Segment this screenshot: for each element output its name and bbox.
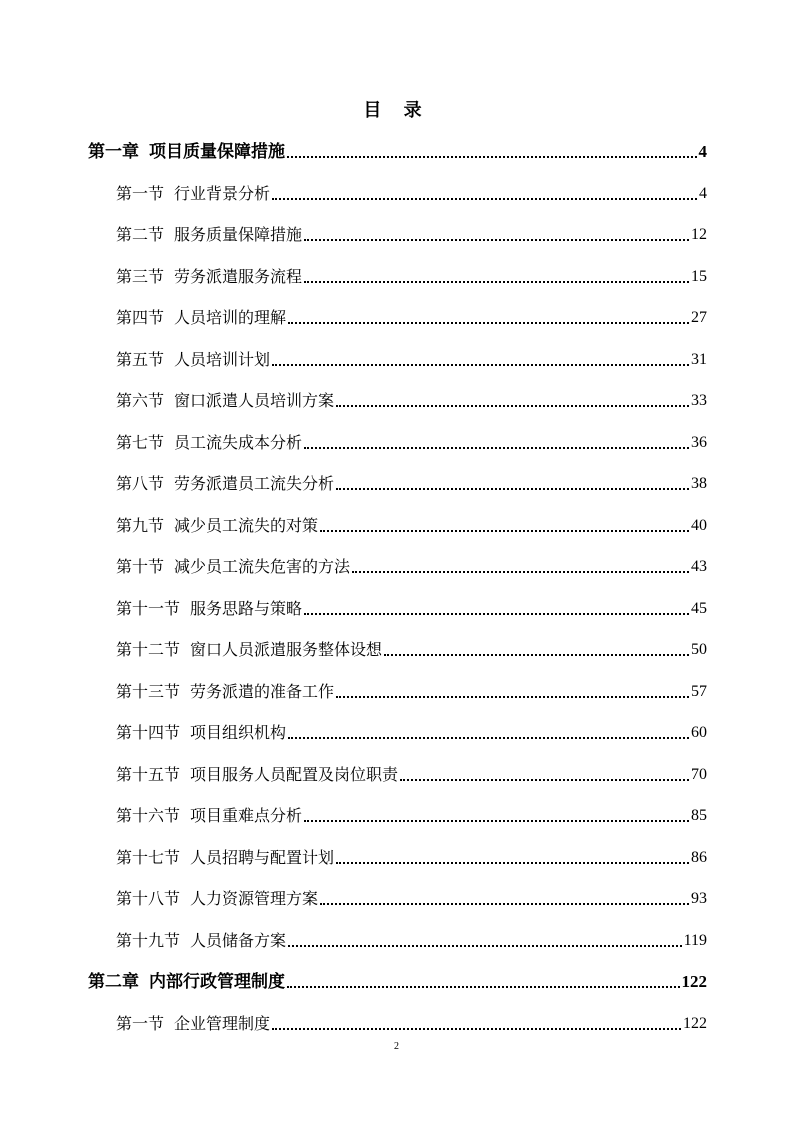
dot-leader: [352, 570, 689, 573]
toc-entry-page: 31: [691, 350, 707, 368]
toc-entry-number: 第十二节: [116, 640, 181, 659]
toc-section-entry[interactable]: [116, 640, 707, 660]
toc-entry-page: 45: [691, 599, 707, 617]
dot-leader: [384, 653, 689, 656]
toc-section-entry[interactable]: [116, 806, 707, 826]
toc-entry-number: 第十五节: [116, 764, 181, 784]
toc-section-entry[interactable]: [116, 931, 707, 951]
dot-leader: [288, 321, 689, 324]
toc-entry-number: 第一节: [116, 183, 165, 203]
toc-section-entry[interactable]: [116, 267, 707, 287]
toc-entry-number: 第十三节: [116, 681, 181, 701]
toc-section-entry[interactable]: [116, 682, 707, 702]
toc-section-entry[interactable]: [116, 1014, 707, 1034]
toc-entry-label: [116, 474, 334, 494]
toc-chapter-entry[interactable]: [88, 972, 707, 992]
toc-entry-text: 减少员工流失危害的方法: [174, 557, 351, 576]
toc-section-entry[interactable]: [116, 848, 707, 868]
toc-entry-number: 第八节: [116, 474, 165, 493]
toc-entry-page: 57: [691, 682, 707, 700]
toc-entry-page: 36: [691, 433, 707, 451]
toc-entry-number: 第十四节: [116, 723, 181, 742]
toc-section-entry[interactable]: [116, 433, 707, 453]
toc-chapter-entry[interactable]: [88, 142, 707, 162]
toc-entry-page: 86: [691, 848, 707, 866]
toc-entry-label: [116, 723, 286, 743]
toc-entry-label: [116, 931, 286, 951]
toc-entry-number: 第三节: [116, 266, 165, 286]
toc-section-entry[interactable]: [116, 723, 707, 743]
dot-leader: [400, 778, 689, 781]
toc-entry-number: 第一节: [116, 1013, 165, 1033]
dot-leader: [288, 736, 689, 739]
toc-entry-number: 第六节: [116, 391, 165, 410]
toc-section-entry[interactable]: [116, 889, 707, 909]
dot-leader: [304, 819, 689, 822]
toc-entry-text: 窗口派遣人员培训方案: [174, 391, 335, 410]
dot-leader: [336, 487, 689, 490]
toc-section-entry[interactable]: [116, 474, 707, 494]
toc-entry-label: [116, 599, 302, 619]
toc-section-entry[interactable]: [116, 599, 707, 619]
toc-entry-number: 第十节: [116, 557, 165, 576]
toc-entry-text: 员工流失成本分析: [174, 432, 303, 452]
toc-entry-label: [88, 972, 285, 992]
toc-entry-text: 人员储备方案: [190, 930, 287, 950]
toc-entry-page: 43: [691, 558, 707, 575]
dot-leader: [304, 280, 689, 283]
toc-entry-number: 第二章: [88, 972, 139, 992]
dot-leader: [320, 529, 689, 532]
toc-entry-text: 服务质量保障措施: [174, 225, 303, 244]
dot-leader: [336, 404, 689, 407]
toc-entry-page: 27: [691, 309, 707, 326]
dot-leader: [336, 861, 689, 864]
dot-leader: [304, 238, 689, 241]
toc-section-entry[interactable]: [116, 225, 707, 245]
toc-entry-text: 服务思路与策略: [190, 598, 303, 618]
toc-entry-text: 企业管理制度: [174, 1013, 271, 1033]
toc-entry-page: 119: [683, 931, 707, 949]
dot-leader: [272, 197, 697, 200]
toc-entry-page: 122: [683, 1014, 707, 1032]
toc-entry-label: [116, 433, 302, 453]
toc-section-entry[interactable]: [116, 516, 707, 536]
toc-entry-text: 窗口人员派遣服务整体设想: [190, 640, 383, 659]
toc-entry-number: 第二节: [116, 225, 165, 244]
dot-leader: [336, 695, 689, 698]
toc-entry-label: [116, 516, 318, 536]
toc-entry-text: 劳务派遣服务流程: [174, 266, 303, 286]
toc-entry-text: 劳务派遣员工流失分析: [174, 474, 335, 493]
toc-entry-page: 38: [691, 475, 707, 492]
toc-entry-number: 第十九节: [116, 930, 181, 950]
toc-entry-number: 第五节: [116, 349, 165, 369]
toc-entry-number: 第七节: [116, 432, 165, 452]
toc-entry-text: 项目服务人员配置及岗位职责: [190, 764, 399, 784]
toc-entry-label: [116, 184, 270, 204]
toc-entry-number: 第四节: [116, 308, 165, 327]
toc-entry-page: 40: [691, 516, 707, 534]
toc-entry-label: [116, 682, 334, 702]
toc-section-entry[interactable]: [116, 308, 707, 328]
toc-entry-label: [116, 806, 302, 826]
toc-entry-label: [116, 765, 398, 785]
toc-section-entry[interactable]: [116, 350, 707, 370]
toc-entry-page: 70: [691, 765, 707, 783]
toc-entry-label: [116, 889, 318, 909]
toc-section-entry[interactable]: [116, 184, 707, 204]
toc-entry-page: 4: [699, 184, 707, 202]
toc-entry-label: [116, 350, 270, 370]
dot-leader: [304, 612, 689, 615]
toc-entry-label: [88, 142, 285, 162]
toc-section-entry[interactable]: [116, 391, 707, 411]
toc-entry-page: 12: [691, 226, 707, 243]
toc-title: 目 录: [363, 100, 430, 121]
toc-entry-text: 人员招聘与配置计划: [190, 847, 335, 867]
toc-entry-page: 50: [691, 641, 707, 658]
toc-entry-label: [116, 640, 382, 660]
toc-entry-page: 93: [691, 890, 707, 907]
toc-entry-page: 33: [691, 392, 707, 409]
toc-entry-number: 第九节: [116, 515, 165, 535]
dot-leader: [287, 985, 680, 988]
toc-section-entry[interactable]: [116, 765, 707, 785]
dot-leader: [304, 446, 689, 449]
dot-leader: [288, 944, 682, 947]
toc-entry-text: 项目组织机构: [190, 723, 287, 742]
toc-entry-page: 60: [691, 724, 707, 741]
toc-entry-label: [116, 225, 302, 245]
toc-entry-number: 第十一节: [116, 598, 181, 618]
toc-entry-label: [116, 391, 334, 411]
toc-entry-text: 内部行政管理制度: [149, 972, 285, 992]
toc-entry-page: 85: [691, 807, 707, 824]
toc-entry-text: 项目质量保障措施: [149, 142, 285, 162]
toc-entry-text: 项目重难点分析: [190, 806, 303, 825]
toc-entry-number: 第一章: [88, 142, 139, 162]
toc-entry-page: 15: [691, 267, 707, 285]
dot-leader: [287, 155, 697, 158]
toc-entry-label: [116, 557, 350, 577]
toc-entry-label: [116, 308, 286, 328]
toc-entry-label: [116, 267, 302, 287]
toc-entry-number: 第十七节: [116, 847, 181, 867]
toc-entry-text: 人力资源管理方案: [190, 889, 319, 908]
toc-entry-text: 减少员工流失的对策: [174, 515, 319, 535]
toc-entry-label: [116, 1014, 270, 1034]
toc-entry-number: 第十六节: [116, 806, 181, 825]
toc-entry-label: [116, 848, 334, 868]
toc-entry-text: 劳务派遣的准备工作: [190, 681, 335, 701]
toc-entry-text: 行业背景分析: [174, 183, 271, 203]
dot-leader: [272, 1027, 681, 1030]
dot-leader: [320, 902, 689, 905]
toc-entry-page: 4: [698, 142, 707, 161]
page-number: 2: [394, 1041, 399, 1052]
toc-section-entry[interactable]: [116, 557, 707, 577]
toc-entry-number: 第十八节: [116, 889, 181, 908]
toc-entry-page: 122: [681, 972, 707, 991]
dot-leader: [272, 363, 689, 366]
toc-entry-text: 人员培训计划: [174, 349, 271, 369]
toc-entry-text: 人员培训的理解: [174, 308, 287, 327]
